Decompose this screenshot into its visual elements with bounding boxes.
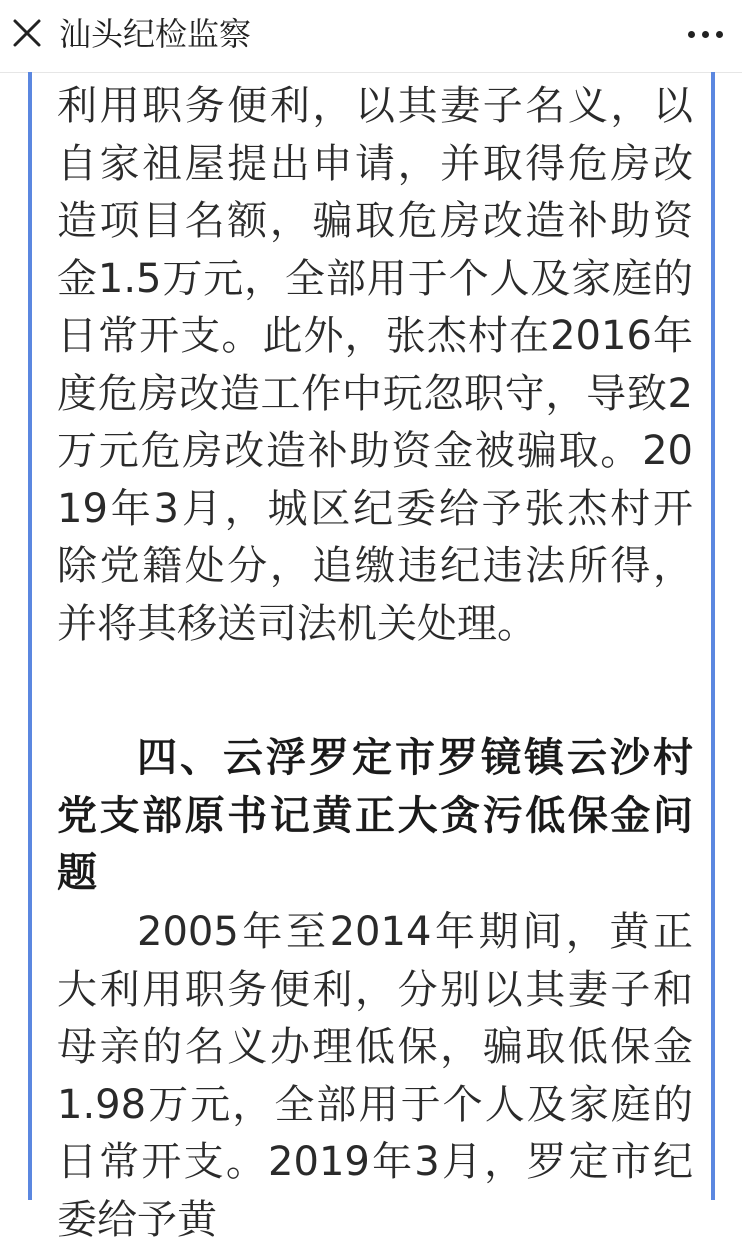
more-dots-icon-dot	[702, 31, 709, 38]
frame-border-left	[28, 72, 32, 1200]
article-content[interactable]	[0, 72, 742, 1243]
navigation-bar	[0, 0, 742, 73]
close-icon	[12, 18, 42, 48]
frame-border-right	[711, 72, 715, 1200]
close-button[interactable]	[0, 0, 56, 70]
more-options-button[interactable]	[672, 0, 742, 70]
article-paragraph: 2005年至2014年期间，黄正大利用职务便利，分别以其妻子和母亲的名义办理低保，骗取低保金1.98万元，全部用于个人及家庭的日常开支。2019年3月，罗定市纪委给予黄	[57, 909, 693, 1243]
more-dots-icon-dot	[716, 31, 723, 38]
article-paragraph: 利用职务便利，以其妻子名义，以自家祖屋提出申请，并取得危房改造项目名额，骗取危房改造补助资金1.5万元，全部用于个人及家庭的日常开支。此外，张杰村在2016年度危房改造工作中玩忽职守，导致2万元危房改造补助资金被骗取。2019年3月，城区纪委给予张杰村开除党籍处分，追缴违纪违法所得，并将其移送司法机关处理。	[57, 83, 693, 647]
page-title: 汕头纪检监察	[59, 15, 252, 53]
section-heading: 四、云浮罗定市罗镜镇云沙村党支部原书记黄正大贪污低保金问题	[57, 735, 693, 896]
more-dots-icon	[688, 31, 695, 38]
